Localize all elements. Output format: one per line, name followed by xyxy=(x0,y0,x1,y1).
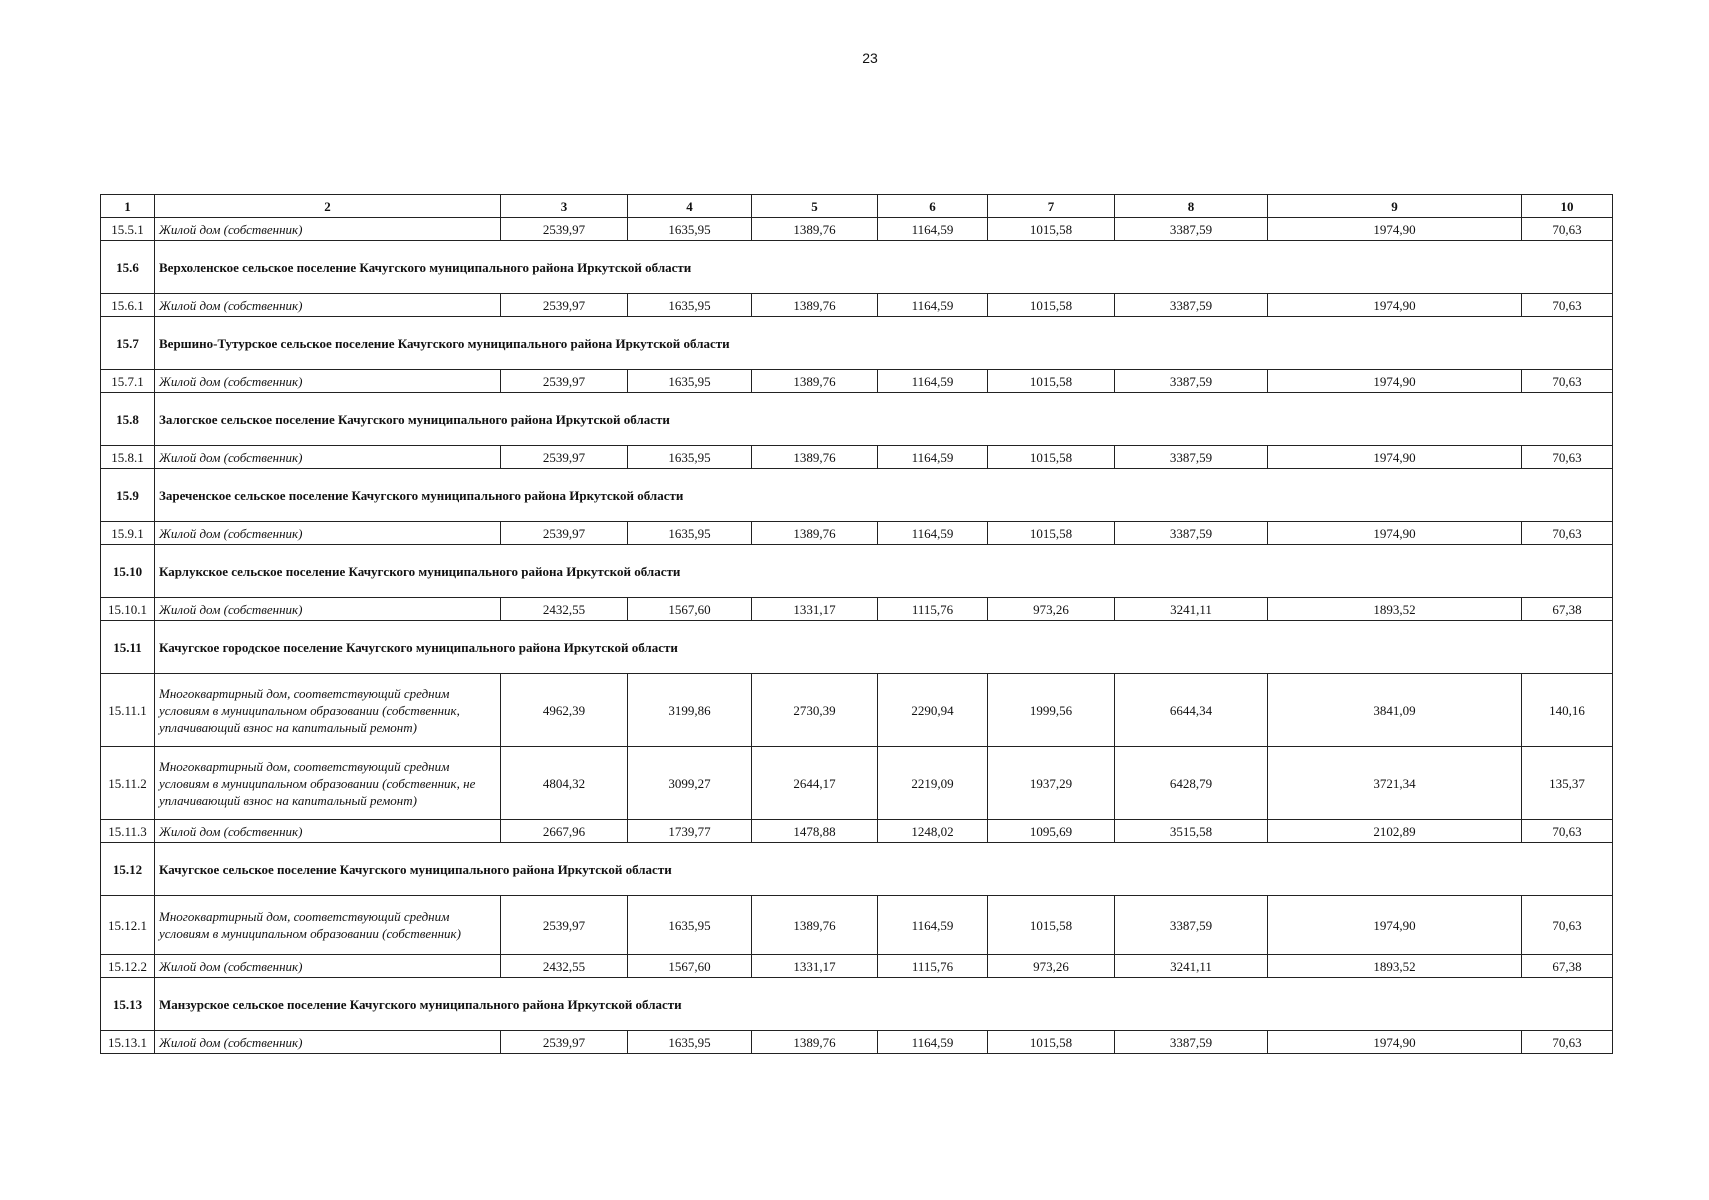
value-cell: 3387,59 xyxy=(1115,218,1268,241)
value-cell: 1567,60 xyxy=(628,955,752,978)
value-cell: 3241,11 xyxy=(1115,955,1268,978)
value-cell: 1635,95 xyxy=(628,370,752,393)
row-code: 15.11.1 xyxy=(101,674,155,747)
table-row xyxy=(101,1031,1613,1054)
row-code: 15.5.1 xyxy=(101,218,155,241)
value-cell: 3241,11 xyxy=(1115,598,1268,621)
value-cell: 1015,58 xyxy=(988,294,1115,317)
value-cell: 1095,69 xyxy=(988,820,1115,843)
row-description: Жилой дом (собственник) xyxy=(155,522,501,545)
column-header: 6 xyxy=(878,195,988,218)
row-description: Жилой дом (собственник) xyxy=(155,955,501,978)
value-cell: 1389,76 xyxy=(752,446,878,469)
value-cell: 1974,90 xyxy=(1268,522,1522,545)
section-row xyxy=(101,393,1613,446)
value-cell: 70,63 xyxy=(1522,896,1613,955)
section-row xyxy=(101,843,1613,896)
column-header: 8 xyxy=(1115,195,1268,218)
value-cell: 1974,90 xyxy=(1268,446,1522,469)
value-cell: 3387,59 xyxy=(1115,370,1268,393)
value-cell: 2539,97 xyxy=(501,522,628,545)
value-cell: 1974,90 xyxy=(1268,370,1522,393)
row-description: Многоквартирный дом, соответствующий средним условиям в муниципальном образовании (собственник, уплачивающий взнос на капитальный ремонт) xyxy=(155,674,501,747)
value-cell: 6428,79 xyxy=(1115,747,1268,820)
value-cell: 1331,17 xyxy=(752,955,878,978)
section-title: Зареченское сельское поселение Качугского муниципального района Иркутской области xyxy=(155,469,1613,522)
value-cell: 3841,09 xyxy=(1268,674,1522,747)
value-cell: 1635,95 xyxy=(628,218,752,241)
value-cell: 1999,56 xyxy=(988,674,1115,747)
value-cell: 1164,59 xyxy=(878,446,988,469)
value-cell: 1389,76 xyxy=(752,1031,878,1054)
row-description: Жилой дом (собственник) xyxy=(155,598,501,621)
value-cell: 67,38 xyxy=(1522,955,1613,978)
section-code: 15.7 xyxy=(101,317,155,370)
table-row xyxy=(101,294,1613,317)
value-cell: 2539,97 xyxy=(501,1031,628,1054)
row-description: Жилой дом (собственник) xyxy=(155,446,501,469)
value-cell: 1248,02 xyxy=(878,820,988,843)
value-cell: 1974,90 xyxy=(1268,294,1522,317)
value-cell: 1164,59 xyxy=(878,370,988,393)
value-cell: 2539,97 xyxy=(501,896,628,955)
value-cell: 2667,96 xyxy=(501,820,628,843)
value-cell: 1015,58 xyxy=(988,522,1115,545)
value-cell: 1893,52 xyxy=(1268,955,1522,978)
value-cell: 973,26 xyxy=(988,955,1115,978)
table-row xyxy=(101,747,1613,820)
value-cell: 70,63 xyxy=(1522,522,1613,545)
column-header: 3 xyxy=(501,195,628,218)
tariff-table xyxy=(100,194,1613,1054)
value-cell: 3387,59 xyxy=(1115,446,1268,469)
section-row xyxy=(101,469,1613,522)
value-cell: 67,38 xyxy=(1522,598,1613,621)
row-code: 15.11.3 xyxy=(101,820,155,843)
section-title: Вершино-Тутурское сельское поселение Качугского муниципального района Иркутской области xyxy=(155,317,1613,370)
value-cell: 135,37 xyxy=(1522,747,1613,820)
value-cell: 1015,58 xyxy=(988,896,1115,955)
value-cell: 4804,32 xyxy=(501,747,628,820)
value-cell: 70,63 xyxy=(1522,1031,1613,1054)
section-code: 15.10 xyxy=(101,545,155,598)
value-cell: 1635,95 xyxy=(628,522,752,545)
row-description: Многоквартирный дом, соответствующий средним условиям в муниципальном образовании (собственник, не уплачивающий взнос на капитальный ремонт) xyxy=(155,747,501,820)
table-row xyxy=(101,598,1613,621)
row-code: 15.8.1 xyxy=(101,446,155,469)
value-cell: 1974,90 xyxy=(1268,218,1522,241)
table-row xyxy=(101,896,1613,955)
value-cell: 1635,95 xyxy=(628,1031,752,1054)
value-cell: 2730,39 xyxy=(752,674,878,747)
value-cell: 2539,97 xyxy=(501,294,628,317)
value-cell: 1974,90 xyxy=(1268,1031,1522,1054)
value-cell: 2290,94 xyxy=(878,674,988,747)
section-row xyxy=(101,317,1613,370)
column-header: 4 xyxy=(628,195,752,218)
value-cell: 2539,97 xyxy=(501,446,628,469)
value-cell: 3515,58 xyxy=(1115,820,1268,843)
table-row xyxy=(101,370,1613,393)
value-cell: 4962,39 xyxy=(501,674,628,747)
table-body xyxy=(101,195,1613,1054)
value-cell: 140,16 xyxy=(1522,674,1613,747)
table-row xyxy=(101,674,1613,747)
section-title: Верхоленское сельское поселение Качугского муниципального района Иркутской области xyxy=(155,241,1613,294)
value-cell: 1478,88 xyxy=(752,820,878,843)
section-code: 15.8 xyxy=(101,393,155,446)
value-cell: 1164,59 xyxy=(878,522,988,545)
value-cell: 2644,17 xyxy=(752,747,878,820)
column-header: 5 xyxy=(752,195,878,218)
value-cell: 1331,17 xyxy=(752,598,878,621)
value-cell: 1115,76 xyxy=(878,598,988,621)
value-cell: 3099,27 xyxy=(628,747,752,820)
row-code: 15.7.1 xyxy=(101,370,155,393)
value-cell: 1635,95 xyxy=(628,446,752,469)
row-description: Жилой дом (собственник) xyxy=(155,294,501,317)
value-cell: 3387,59 xyxy=(1115,522,1268,545)
value-cell: 2102,89 xyxy=(1268,820,1522,843)
row-code: 15.12.1 xyxy=(101,896,155,955)
table-row xyxy=(101,218,1613,241)
value-cell: 1164,59 xyxy=(878,896,988,955)
value-cell: 1635,95 xyxy=(628,294,752,317)
section-code: 15.13 xyxy=(101,978,155,1031)
section-row xyxy=(101,545,1613,598)
value-cell: 1115,76 xyxy=(878,955,988,978)
value-cell: 1164,59 xyxy=(878,1031,988,1054)
page-number: 23 xyxy=(862,50,878,66)
section-title: Качугское городское поселение Качугского муниципального района Иркутской области xyxy=(155,621,1613,674)
section-code: 15.12 xyxy=(101,843,155,896)
value-cell: 3721,34 xyxy=(1268,747,1522,820)
section-title: Манзурское сельское поселение Качугского муниципального района Иркутской области xyxy=(155,978,1613,1031)
row-description: Жилой дом (собственник) xyxy=(155,370,501,393)
value-cell: 2539,97 xyxy=(501,218,628,241)
value-cell: 1567,60 xyxy=(628,598,752,621)
value-cell: 1164,59 xyxy=(878,294,988,317)
row-code: 15.9.1 xyxy=(101,522,155,545)
row-code: 15.6.1 xyxy=(101,294,155,317)
section-code: 15.11 xyxy=(101,621,155,674)
row-description: Жилой дом (собственник) xyxy=(155,820,501,843)
section-row xyxy=(101,978,1613,1031)
value-cell: 1389,76 xyxy=(752,370,878,393)
value-cell: 70,63 xyxy=(1522,218,1613,241)
row-code: 15.12.2 xyxy=(101,955,155,978)
section-code: 15.9 xyxy=(101,469,155,522)
row-code: 15.10.1 xyxy=(101,598,155,621)
section-row xyxy=(101,621,1613,674)
value-cell: 1974,90 xyxy=(1268,896,1522,955)
value-cell: 1015,58 xyxy=(988,218,1115,241)
value-cell: 1389,76 xyxy=(752,896,878,955)
value-cell: 6644,34 xyxy=(1115,674,1268,747)
value-cell: 1015,58 xyxy=(988,1031,1115,1054)
value-cell: 1739,77 xyxy=(628,820,752,843)
column-header: 9 xyxy=(1268,195,1522,218)
column-header: 2 xyxy=(155,195,501,218)
table-row xyxy=(101,820,1613,843)
column-header: 1 xyxy=(101,195,155,218)
value-cell: 2432,55 xyxy=(501,598,628,621)
value-cell: 3387,59 xyxy=(1115,294,1268,317)
row-code: 15.11.2 xyxy=(101,747,155,820)
value-cell: 70,63 xyxy=(1522,820,1613,843)
column-header: 10 xyxy=(1522,195,1613,218)
value-cell: 1389,76 xyxy=(752,294,878,317)
table-header-row xyxy=(101,195,1613,218)
value-cell: 2539,97 xyxy=(501,370,628,393)
row-description: Жилой дом (собственник) xyxy=(155,1031,501,1054)
value-cell: 3387,59 xyxy=(1115,896,1268,955)
value-cell: 2219,09 xyxy=(878,747,988,820)
table-row xyxy=(101,446,1613,469)
value-cell: 70,63 xyxy=(1522,446,1613,469)
table-row xyxy=(101,955,1613,978)
column-header: 7 xyxy=(988,195,1115,218)
value-cell: 1937,29 xyxy=(988,747,1115,820)
value-cell: 1015,58 xyxy=(988,370,1115,393)
value-cell: 3199,86 xyxy=(628,674,752,747)
row-code: 15.13.1 xyxy=(101,1031,155,1054)
value-cell: 2432,55 xyxy=(501,955,628,978)
value-cell: 1389,76 xyxy=(752,218,878,241)
section-title: Качугское сельское поселение Качугского муниципального района Иркутской области xyxy=(155,843,1613,896)
row-description: Многоквартирный дом, соответствующий средним условиям в муниципальном образовании (собственник) xyxy=(155,896,501,955)
value-cell: 3387,59 xyxy=(1115,1031,1268,1054)
value-cell: 70,63 xyxy=(1522,294,1613,317)
value-cell: 1389,76 xyxy=(752,522,878,545)
value-cell: 973,26 xyxy=(988,598,1115,621)
section-row xyxy=(101,241,1613,294)
table-row xyxy=(101,522,1613,545)
value-cell: 1164,59 xyxy=(878,218,988,241)
section-title: Карлукское сельское поселение Качугского муниципального района Иркутской области xyxy=(155,545,1613,598)
value-cell: 1893,52 xyxy=(1268,598,1522,621)
value-cell: 1635,95 xyxy=(628,896,752,955)
section-title: Залогское сельское поселение Качугского муниципального района Иркутской области xyxy=(155,393,1613,446)
value-cell: 70,63 xyxy=(1522,370,1613,393)
section-code: 15.6 xyxy=(101,241,155,294)
row-description: Жилой дом (собственник) xyxy=(155,218,501,241)
value-cell: 1015,58 xyxy=(988,446,1115,469)
